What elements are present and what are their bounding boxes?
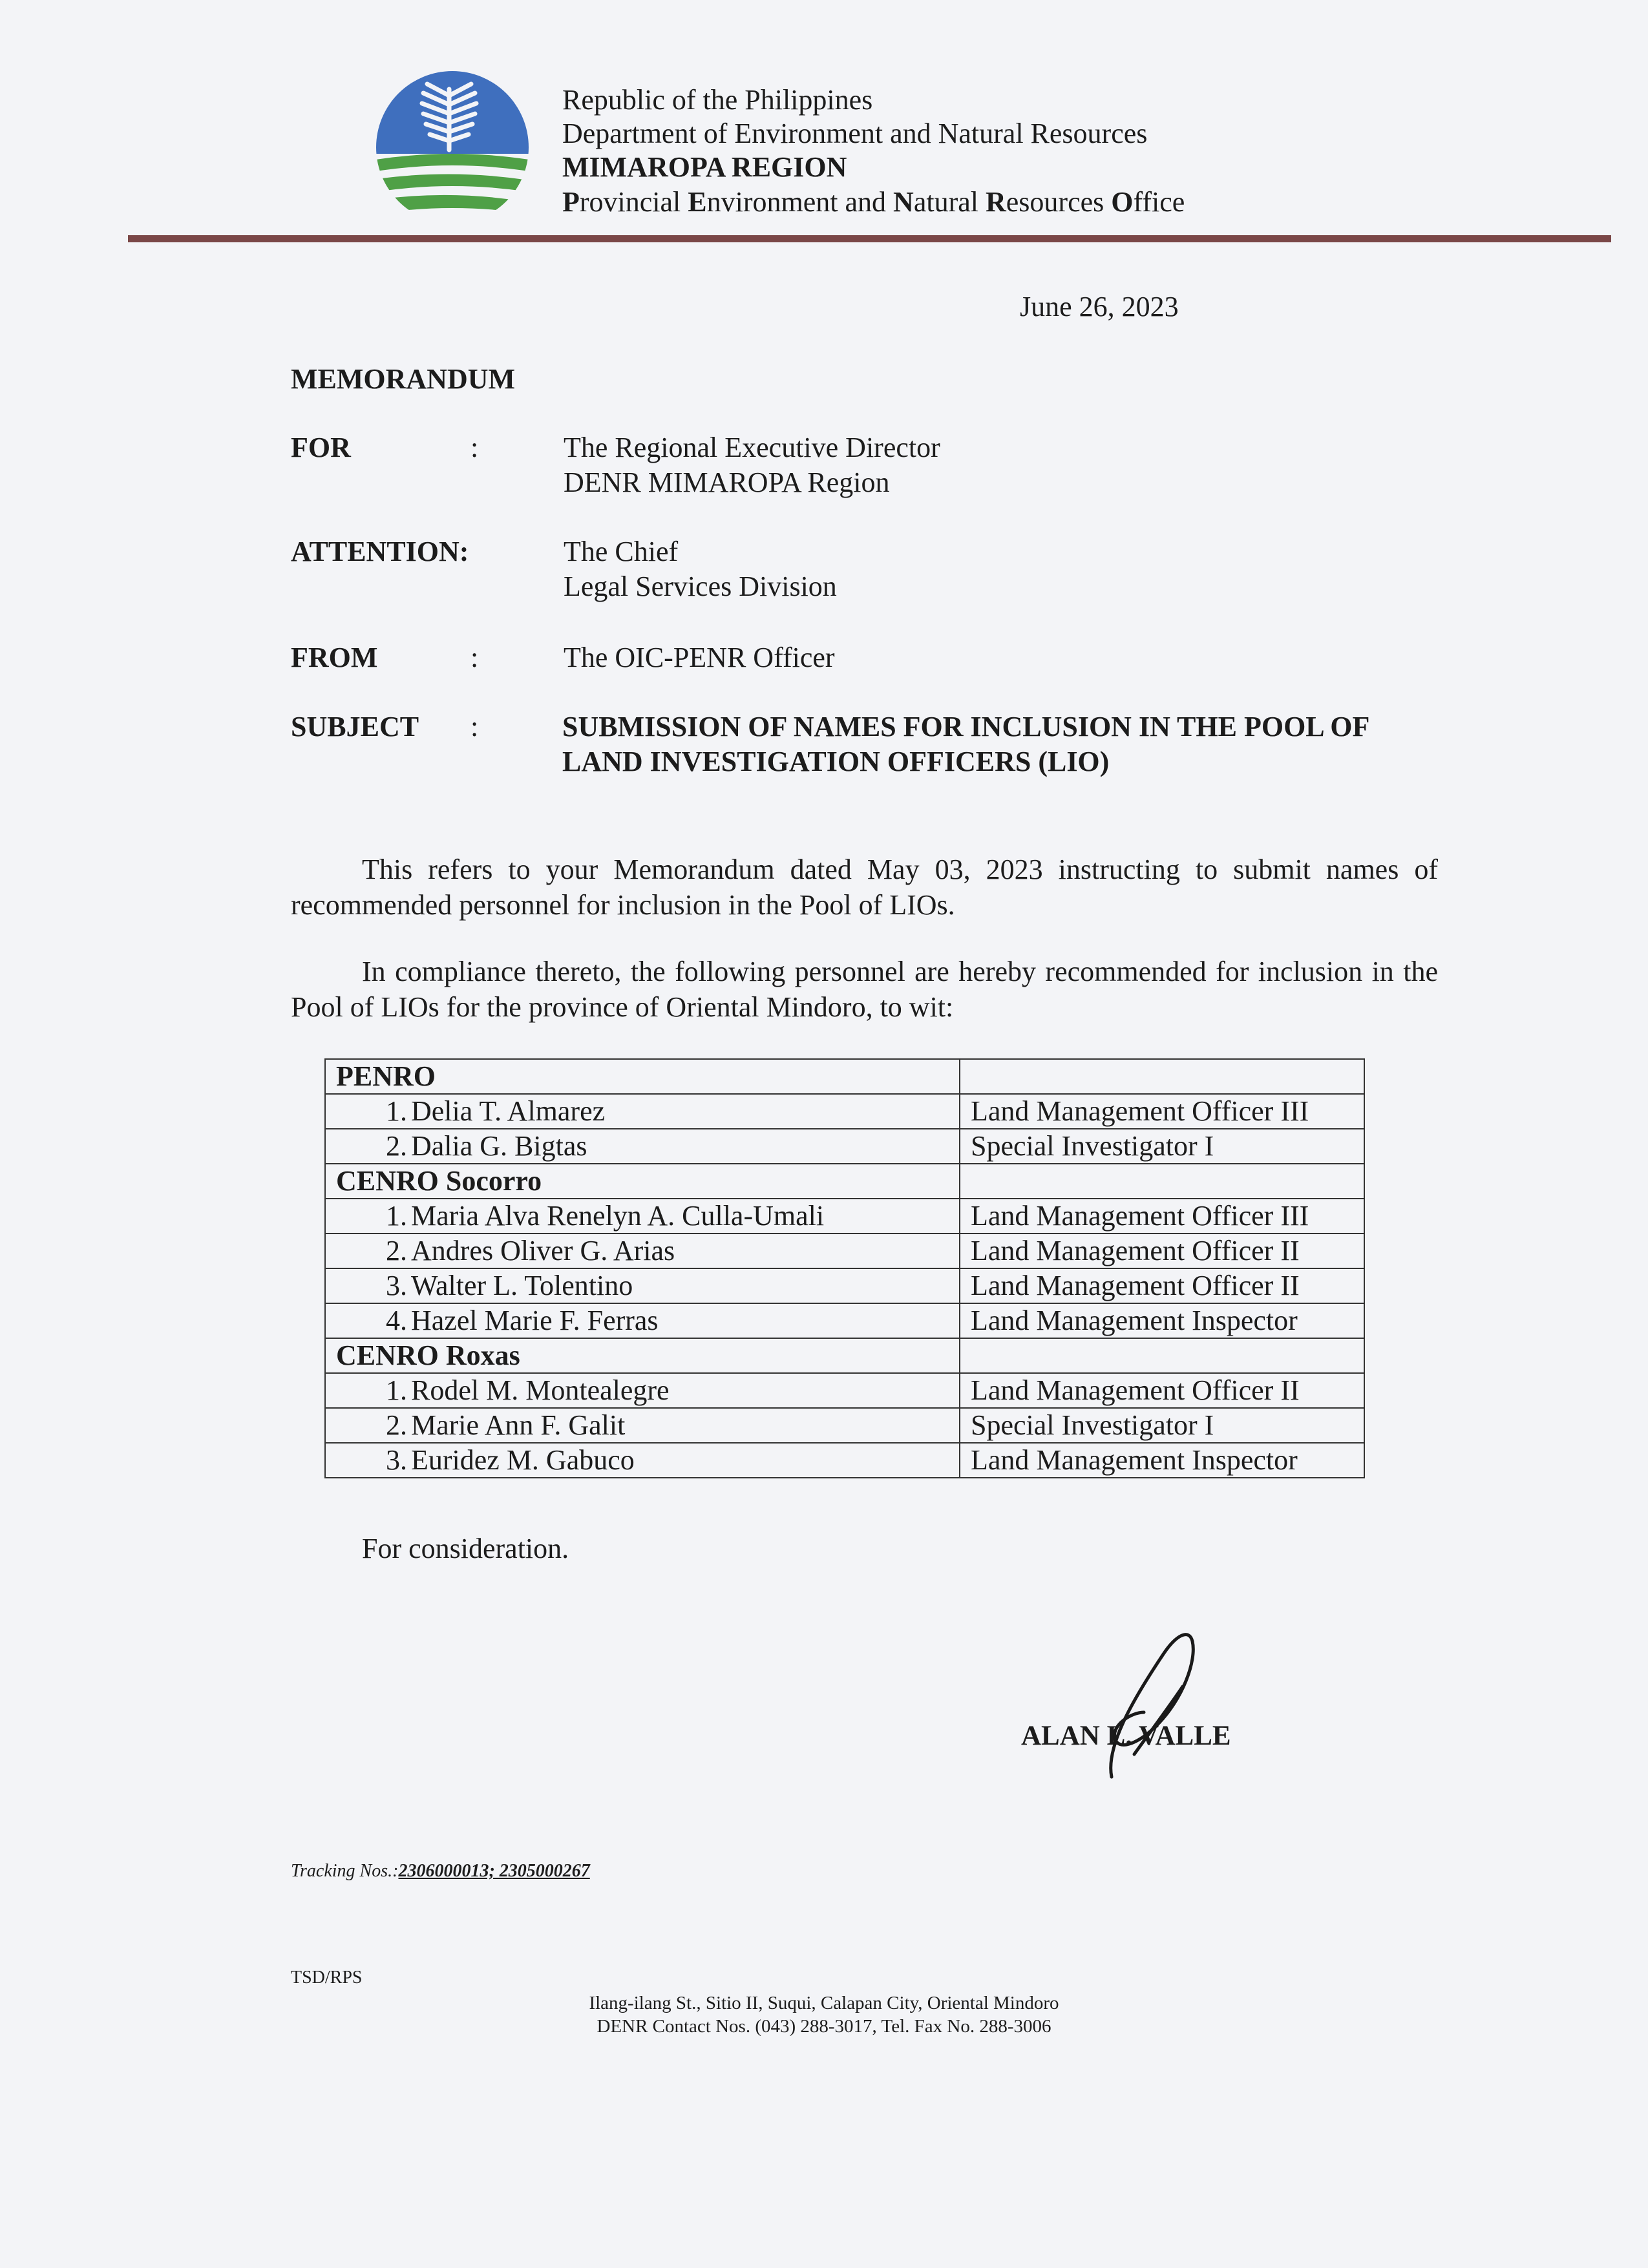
for-label: FOR: [291, 432, 351, 463]
tracking-numbers: Tracking Nos.:2306000013; 2305000267: [291, 1861, 590, 1881]
reference-initials: TSD/RPS: [291, 1968, 363, 1988]
letterhead-divider: [128, 235, 1611, 242]
from-colon: :: [470, 642, 479, 673]
table-group-row: [325, 1164, 1364, 1199]
personnel-name: Andres Oliver G. Arias: [411, 1235, 675, 1266]
table-row: [325, 1373, 1364, 1408]
subject-line2: LAND INVESTIGATION OFFICERS (LIO): [562, 746, 1110, 777]
letterhead-department: Department of Environment and Natural Resources: [562, 118, 1148, 149]
attention-line2: Legal Services Division: [564, 571, 837, 602]
from-label: FROM: [291, 642, 378, 673]
personnel-position: Special Investigator I: [960, 1408, 1364, 1443]
group-name: PENRO: [325, 1059, 960, 1094]
closing-line: For consideration.: [362, 1533, 569, 1564]
subject-colon: :: [470, 711, 479, 742]
personnel-position: Land Management Officer III: [960, 1094, 1364, 1129]
attention-line1: The Chief: [564, 536, 679, 567]
footer-address: Ilang-ilang St., Sitio II, Suqui, Calapan City, Oriental Mindoro: [589, 1993, 1059, 2013]
personnel-position: Land Management Officer II: [960, 1268, 1364, 1303]
table-group-row: [325, 1059, 1364, 1094]
group-name: CENRO Socorro: [325, 1164, 960, 1199]
denr-logo: [372, 70, 533, 225]
personnel-name: Delia T. Almarez: [411, 1095, 606, 1127]
table-row: [325, 1268, 1364, 1303]
table-row: [325, 1443, 1364, 1478]
personnel-name: Euridez M. Gabuco: [411, 1444, 635, 1476]
subject-label: SUBJECT: [291, 711, 419, 742]
table-row: [325, 1094, 1364, 1129]
row-number: 2.: [386, 1235, 407, 1266]
footer-contact: DENR Contact Nos. (043) 288-3017, Tel. Fax No. 288-3006: [597, 2016, 1051, 2037]
memo-date: June 26, 2023: [1020, 291, 1179, 322]
table-row: [325, 1234, 1364, 1268]
from-value: The OIC-PENR Officer: [564, 642, 835, 673]
personnel-position: Land Management Inspector: [960, 1443, 1364, 1478]
row-number: 4.: [386, 1305, 407, 1336]
paragraph-2: In compliance thereto, the following personnel are hereby recommended for inclusion in the Pool of LIOs for the province of Oriental Mindoro, to wit:: [291, 956, 1438, 1023]
table-row: [325, 1408, 1364, 1443]
row-number: 2.: [386, 1409, 407, 1441]
table-row: [325, 1303, 1364, 1338]
letterhead-region: MIMAROPA REGION: [562, 151, 847, 183]
personnel-position: Special Investigator I: [960, 1129, 1364, 1164]
group-name: CENRO Roxas: [325, 1338, 960, 1373]
subject-line1: SUBMISSION OF NAMES FOR INCLUSION IN THE POOL OF: [562, 711, 1370, 742]
personnel-name: Maria Alva Renelyn A. Culla-Umali: [411, 1200, 825, 1232]
table-row: [325, 1129, 1364, 1164]
handwritten-signature: [1060, 1615, 1209, 1790]
personnel-name: Hazel Marie F. Ferras: [411, 1305, 659, 1336]
personnel-name: Dalia G. Bigtas: [411, 1130, 587, 1162]
row-number: 1.: [386, 1095, 407, 1127]
letterhead-office: Provincial Environment and Natural Resources Office: [562, 186, 1185, 218]
table-row: [325, 1199, 1364, 1234]
attention-label: ATTENTION:: [291, 536, 469, 567]
signer-name: ALAN L. VALLE: [1021, 1721, 1231, 1751]
for-line1: The Regional Executive Director: [564, 432, 940, 463]
table-group-row: [325, 1338, 1364, 1373]
personnel-position: Land Management Officer III: [960, 1199, 1364, 1234]
paragraph-1: This refers to your Memorandum dated May 03, 2023 instructing to submit names of recommended personnel for inclusion in the Pool of LIOs.: [291, 854, 1438, 921]
letterhead-republic: Republic of the Philippines: [562, 84, 873, 116]
for-line2: DENR MIMAROPA Region: [564, 467, 890, 498]
row-number: 1.: [386, 1200, 407, 1232]
personnel-position: Land Management Officer II: [960, 1234, 1364, 1268]
row-number: 2.: [386, 1130, 407, 1162]
for-colon: :: [470, 432, 479, 463]
memo-heading: MEMORANDUM: [291, 363, 516, 395]
lio-personnel-table: [324, 1058, 1365, 1478]
row-number: 3.: [386, 1444, 407, 1476]
personnel-position: Land Management Officer II: [960, 1373, 1364, 1408]
personnel-name: Walter L. Tolentino: [411, 1270, 633, 1301]
personnel-name: Rodel M. Montealegre: [411, 1374, 670, 1406]
row-number: 3.: [386, 1270, 407, 1301]
personnel-position: Land Management Inspector: [960, 1303, 1364, 1338]
row-number: 1.: [386, 1374, 407, 1406]
personnel-name: Marie Ann F. Galit: [411, 1409, 626, 1441]
